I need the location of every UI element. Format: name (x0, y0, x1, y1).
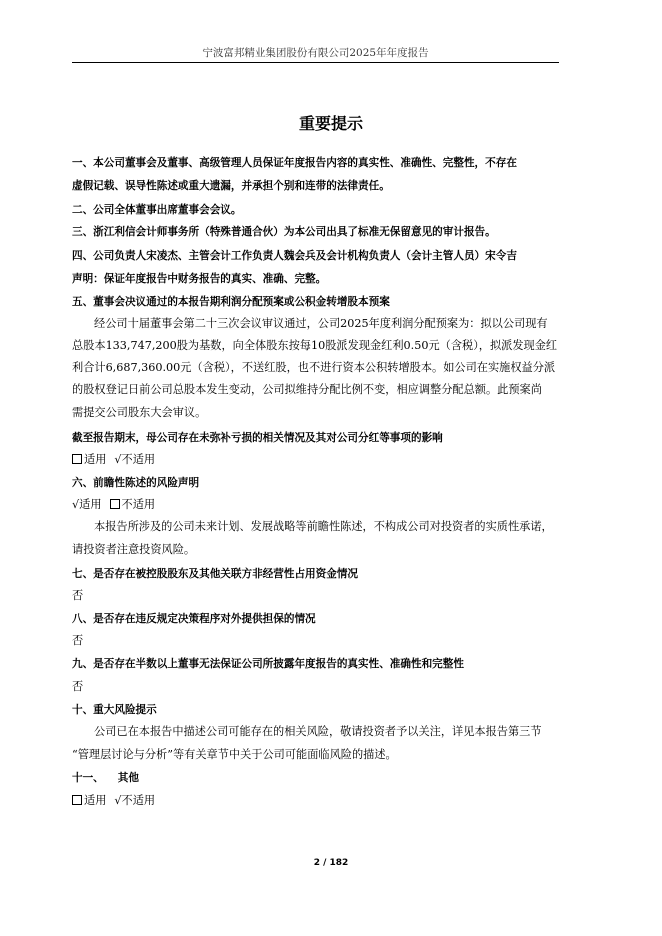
option-not-applicable: 不适用 (121, 794, 156, 807)
option-applicable: 适用 (84, 453, 107, 466)
checkmark-icon: √ (72, 498, 80, 511)
option-applicable: 适用 (79, 498, 102, 511)
item8-answer: 否 (72, 634, 84, 647)
item6-para-line1: 本报告所涉及的公司未来计划、发展战略等前瞻性陈述，不构成公司对投资者的实质性承诺， (94, 520, 553, 533)
loss-options (72, 453, 155, 467)
item11-number: 十一、 (72, 772, 104, 784)
item11-options (72, 794, 155, 808)
checkbox-icon (72, 454, 82, 464)
option-not-applicable: 不适用 (121, 453, 156, 466)
item1-line1: 一、本公司董事会及董事、高级管理人员保证年度报告内容的真实性、准确性、完整性，不存在 (72, 157, 517, 169)
loss-heading: 截至报告期末，母公司存在未弥补亏损的相关情况及其对公司分红等事项的影响 (72, 432, 443, 444)
item5-heading: 五、董事会决议通过的本报告期利润分配预案或公积金转增股本预案 (72, 296, 390, 308)
checkbox-icon (72, 795, 82, 805)
item3: 三、浙江利信会计师事务所（特殊普通合伙）为本公司出具了标准无保留意见的审计报告。 (72, 226, 496, 238)
item5-para-line1: 经公司十届董事会第二十三次会议审议通过，公司2025年度利润分配预案为：拟以公司现有 (94, 317, 548, 330)
checkbox-icon (110, 499, 120, 509)
item8-heading: 八、是否存在违反规定决策程序对外提供担保的情况 (72, 613, 316, 625)
item6-options (72, 498, 155, 512)
item7-heading: 七、是否存在被控股股东及其他关联方非经营性占用资金情况 (72, 568, 359, 580)
item5-para-line5: 需提交公司股东大会审议。 (72, 406, 207, 419)
item1-line2: 虚假记载、误导性陈述或重大遗漏，并承担个别和连带的法律责任。 (72, 180, 390, 192)
item10-para-line2: “管理层讨论与分析”等有关章节中关于公司可能面临风险的描述。 (72, 748, 397, 761)
item5-para-line2: 总股本133,747,200股为基数，向全体股东按每10股派发现金红利0.50元（含税），拟派发现金红 (72, 339, 558, 352)
checkmark-icon: √ (114, 453, 122, 466)
item5-para-line3: 利合计6,687,360.00元（含税），不送红股，也不进行资本公积转增股本。如公司在实施权益分派 (72, 361, 556, 374)
item11-heading (72, 771, 139, 785)
header-divider (72, 62, 559, 63)
item10-heading: 十、重大风险提示 (72, 704, 157, 716)
checkmark-icon: √ (114, 794, 122, 807)
item4-line1: 四、公司负责人宋凌杰、主管会计工作负责人魏会兵及会计机构负责人（会计主管人员）宋令吉 (72, 250, 517, 262)
item6-para-line2: 请投资者注意投资风险。 (72, 543, 196, 556)
item9-answer: 否 (72, 680, 84, 693)
report-header: 宁波富邦精业集团股份有限公司2025年年度报告 (202, 47, 429, 59)
item5-para-line4: 的股权登记日前公司总股本发生变动，公司拟维持分配比例不变，相应调整分配总额。此预案尚 (72, 383, 542, 396)
page-title: 重要提示 (298, 114, 363, 133)
item7-answer: 否 (72, 589, 84, 602)
item4-line2: 声明：保证年度报告中财务报告的真实、准确、完整。 (72, 273, 327, 285)
item10-para-line1: 公司已在本报告中描述公司可能存在的相关风险，敬请投资者予以关注，详见本报告第三节 (94, 725, 542, 738)
item9-heading: 九、是否存在半数以上董事无法保证公司所披露年度报告的真实性、准确性和完整性 (72, 658, 464, 670)
item2: 二、公司全体董事出席董事会会议。 (72, 204, 242, 216)
item11-label: 其他 (117, 772, 139, 784)
option-not-applicable: 不适用 (121, 498, 156, 511)
page-number: 2 / 182 (313, 858, 349, 868)
item6-heading: 六、前瞻性陈述的风险声明 (72, 477, 200, 489)
option-applicable: 适用 (84, 794, 107, 807)
